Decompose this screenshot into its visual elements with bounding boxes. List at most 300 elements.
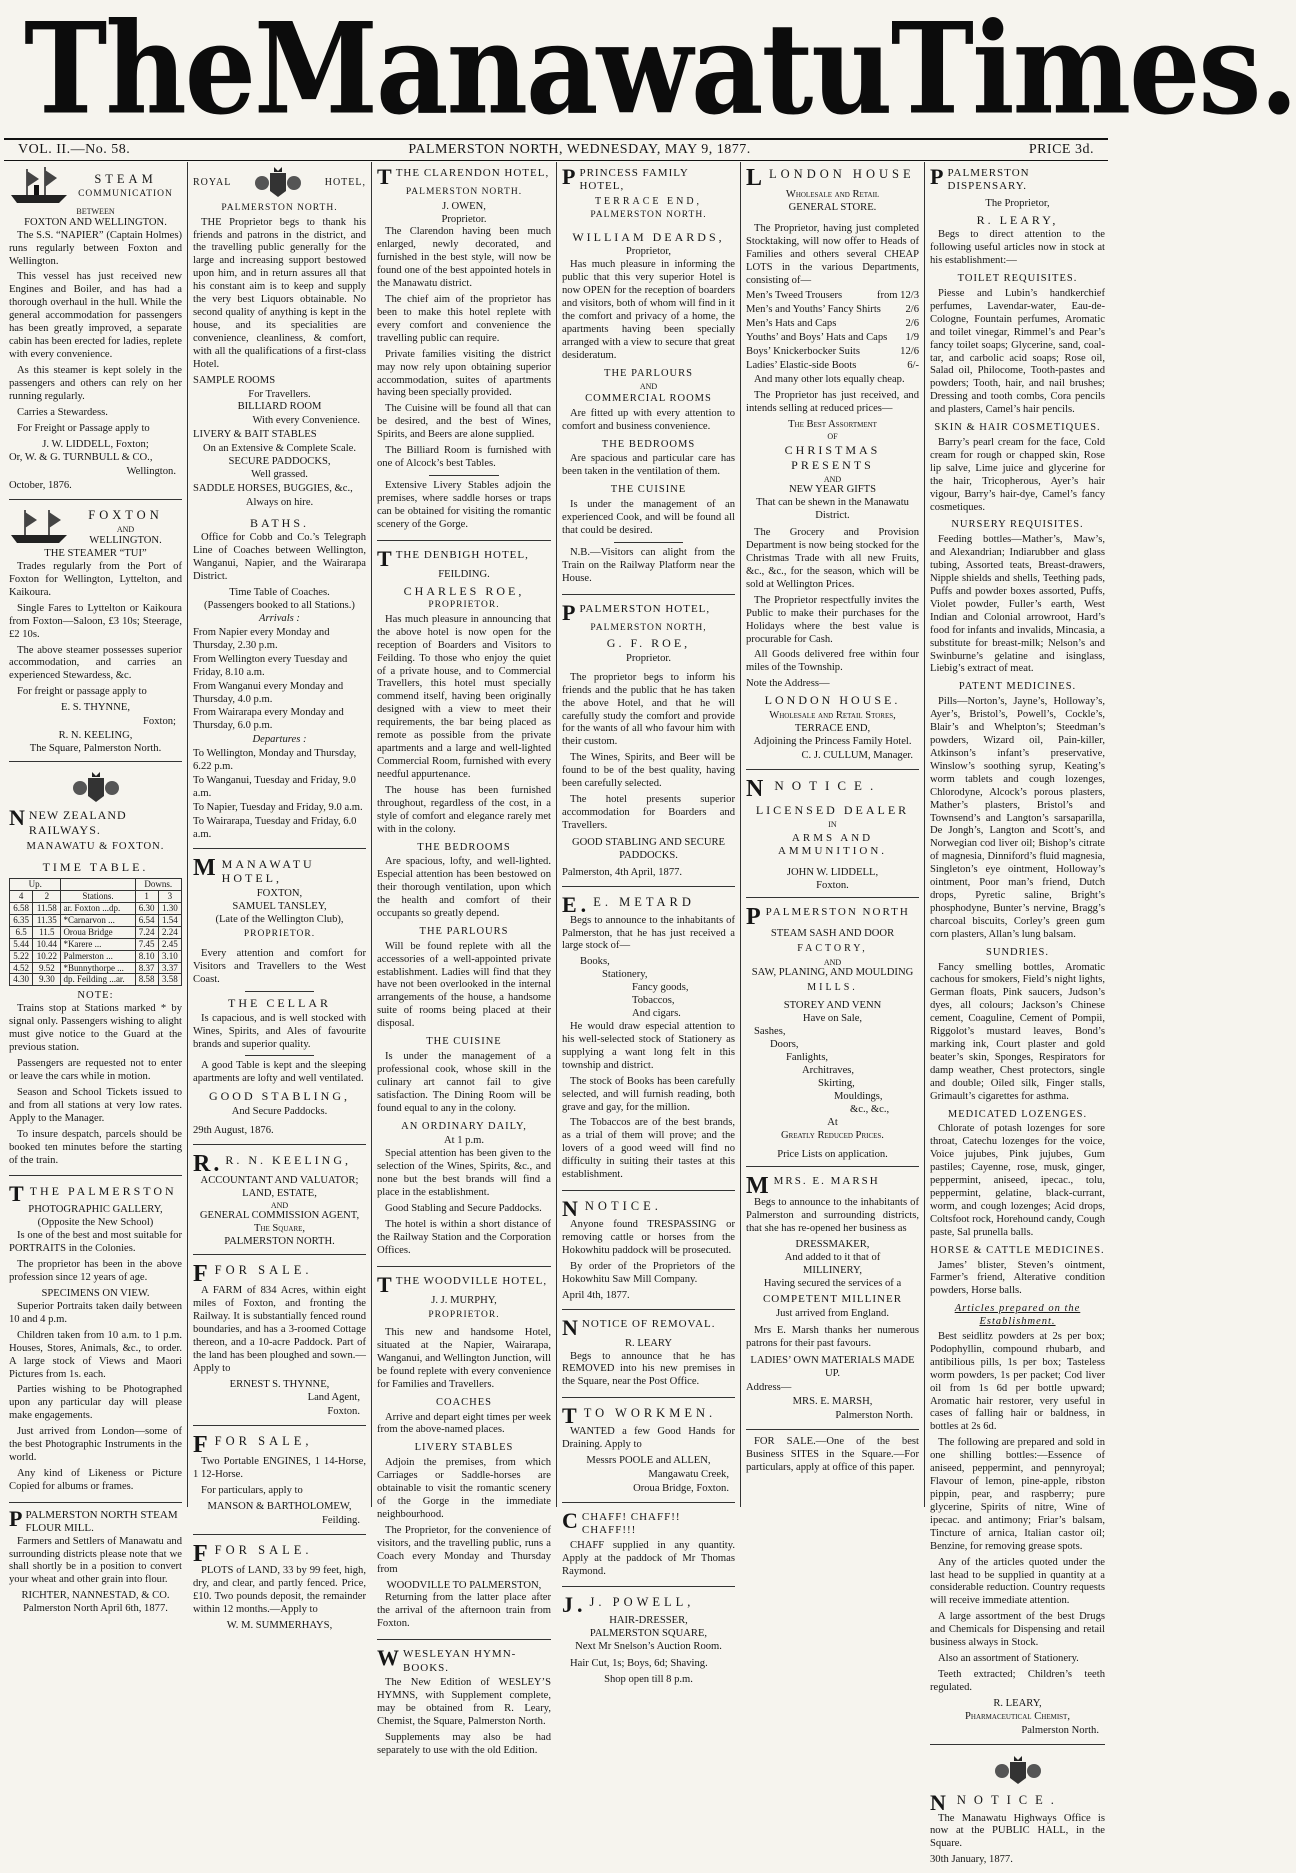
woodville-coach: COACHES [435, 1396, 492, 1408]
marsh-addr2: MRS. E. MARSH, [792, 1395, 873, 1407]
palhotel-stab2: PADDOCKS. [619, 849, 678, 861]
london-addr4: TERRACE END, [794, 722, 871, 734]
place-date: PALMERSTON NORTH, WEDNESDAY, MAY 9, 1877. [408, 142, 751, 157]
steam-p5: For Freight or Passage apply to [17, 422, 150, 434]
metard-i2: Stationery, [602, 969, 648, 981]
sale1-ad: FFOR SALE. A FARM of 834 Acres, within eight miles of Foxton, and fronting the Railway. It is substantially fenced round boundaries, and has a 3-roomed Cottage thereon, and a 10-acre Paddock. Part of the land has been ploughed and sown.—Apply to ERNEST S. THYNNE, Land Agent, Foxton. [193, 1258, 366, 1426]
steam-agent1: J. W. LIDDELL, Foxton; [42, 438, 149, 450]
palhotel-stab: GOOD STABLING AND SECURE [571, 836, 726, 848]
trespass-p2: By order of the Proprietors of the Hokowhitu Saw Mill Company. [562, 1260, 735, 1285]
powell-l3: Next Mr Snelson’s Auction Room. [575, 1641, 722, 1653]
timetable-cell: 4.52 [10, 962, 33, 974]
london-p7: All Goods delivered free within four miles of the Township. [746, 649, 919, 674]
timetable-cell: 3.10 [158, 950, 181, 962]
disp-s6: MEDICATED LOZENGES. [947, 1108, 1088, 1120]
site-sale-p1: FOR SALE.—One of the best Business SITES in the Square.—For particulars, apply at office of this paper. [746, 1435, 919, 1473]
disp-title: PALMERSTON DISPENSARY. [947, 167, 1030, 193]
timetable-row [10, 914, 182, 926]
list-item-price: 2/6 [905, 318, 919, 330]
list-item-price: 1/9 [905, 332, 919, 344]
clarendon-p6: Extensive Livery Stables adjoin the premises, where saddle horses or traps can be obtained for visiting the romantic scenery of the Gorge. [377, 480, 551, 530]
sale2-sign2: Feilding. [322, 1515, 360, 1527]
sale1-sign: ERNEST S. THYNNE, [229, 1378, 330, 1390]
sash-factory-ad: PPALMERSTON NORTH STEAM SASH AND DOOR FACTORY, AND SAW, PLANING, AND MOULDING MILLS. STOREY AND VENN Have on Sale, Sashes, Doors, Fanlights, Architraves, Skirting, Mouldings, &c., &c., At Greatly Reduced Prices. Price Lists on application. [746, 901, 919, 1167]
sash-at: At [827, 1116, 838, 1128]
photo-sub: PHOTOGRAPHIC GALLERY, [28, 1204, 163, 1216]
rail-sub: MANAWATU & FOXTON. [26, 841, 165, 853]
princess-title: PRINCESS FAMILY HOTEL, [579, 167, 689, 193]
sale2-p1: Two Portable ENGINES, 1 14-Horse, 1 12-Horse. [193, 1456, 366, 1481]
column-5 [741, 162, 925, 1507]
column-1 [4, 162, 188, 1615]
sash-firm: STOREY AND VENN [783, 1000, 882, 1012]
dealer-prop: JOHN W. LIDDELL, [786, 866, 879, 878]
royal-crest-icon [990, 1754, 1046, 1788]
woodville-p3: Adjoin the premises, from which Carriages or Saddle-horses are obtainable to visit the romantic scenery of the Gorge in the immediate neighbourhood. [377, 1457, 551, 1520]
london-ny: NEW YEAR GIFTS [788, 484, 877, 496]
manawatu-stab: GOOD STABLING, [208, 1089, 351, 1104]
dispensary-ad: PPALMERSTON DISPENSARY. The Proprietor, R. LEARY, Begs to direct attention to the following useful articles now in stock at his establishment:— TOILET REQUISITES. Piesse and Lubin’s handkerchief perfumes, Lavendar-water, Eau-de-Cologne, Fountain perfumes, Aromatic and toilet vinegar, Rimmel’s and Pear’s fancy toilet soaps; Glycerine, sand, coal-tar, and carbolic acid soaps; Rose oil, Salad oil, Philocome, Tooth-pastes and powders; Tooth, hair, and nail brushes; Dressing and tooth combs, Cora pencils and plasters, Camel’s hair pencils. SKIN & HAIR COSMETIQUES. Barry’s pearl cream for the face, Cold cream for rough or chapped skin, Rose lip salve, Lime juice and glycerine for the hair, Tricopherous, Ayer’s hair vigour, Barry’s hair-dye, Camel’s fancy cosmetiques. NURSERY REQUISITES. Feeding bottles—Mather’s, Maw’s, and Alexandrian; Indiarubber and glass tubing, Assorted teats, Breast-drawers, Nipple shields and shells, Teething pads, Puffs and powder boxes assorted, Puffs, Violet powder, Fuller’s earth, West Indian and Colonial arrowroot, Hard’s food for infants and invalids, Mincasia, a substitute for breast-milk; Nelson’s and Swinburne’s gelatine and isinglass, Liebig’s extract of meat. PATENT MEDICINES. Pills—Norton’s, Jayne’s, Holloway’s, Ayer’s, Bristol’s, Powell’s, Cockle’s, Blair’s and Whelpton’s; Steedman’s powders, Wizard oil, Pain-killer, Atkinson’s infant’s preservative, Winslow’s soothing syrup, Keating’s worm tablets and cough lozenges, Chlorodyne, Alcock’s porous plasters, Mather’s plasters, Bristol’s and Townsend’s and Langton’s sarsaparilla, De Jongh’s, Langton and Scott’s, and Norwegian cod liver oil; Bishop’s citrate of magnesia, Dinniford’s fluid magnesia, Singleton’s eye ointment, Holloway’s ointment, Poor man’s friend, Dutch drops, Pyretic saline, Bright’s phosphodyne, Bunter’s nervine, Bragg’s charcoal biscuits, Corley’s green gum corn plasters, Allan’s lung balsam. SUNDRIES. Fancy smelling bottles, Aromatic cachous for smokers, Field’s night lights, German floats, Pink saucers, Judson’s dyes, all colours; Jackson’s Chinese cement, Coaguline, Cement of Pompii, Riggolot’s mustard leaves, Bond’s marking ink, Court plaster and gold beater’s skin, Sponges, Respirators for damp weather, Chest protectors, single and double; Oiled silk, Finger stalls, Grimault’s cigarettes for asthma. MEDICATED LOZENGES. Chlorate of potash lozenges for sore throat, Catechu lozenges for the voice, Voice jujubes, Pink jujubes, Gum pastiles; Cayenne, rose, musk, ginger, peppermint, aniseed, ipecac., tolu, peppermint, gelatine, black-currant, worm, and cough lozenges; Acid drops, Coltsfoot rock, Horehound candy, Cough paste, Sal prunella balls. HORSE & CATTLE MEDICINES. James’ blister, Steven’s ointment, Farmer’s friend, Alterative condition powders, Horse balls. Articles prepared on the Establishment. Best seidlitz powders at 2s per box; Podophyllin, compound rhubarb, and antibilious pills, 1s per box; Tasteless worm powders, 1s per packet; Cod liver oil from 1s 6d per bottle upward; Aromatic hair restorer, very useful in cases of falling hair or baldness, in bottles at 2s 6d. The following are prepared and sold in one shilling bottles:—Essence of aniseed, peppermint, and pennyroyal; Flavour of lemon, pine-apple, ribston pippin, pear, and raspberry; pure glycerine, Spirits of nitre, Wine of ipecac. and antimony; Friar’s balsam, Tincture of arnica, Italian castor oil; Benzine, for removing grease spots. Any of the articles quoted under the last head to be supplied in quantity at a considerable reduction. Country requests will receive immediate attention. A large assortment of the best Drugs and Chemicals for Dispensing and retail business always in Stock. Also an assortment of Stationery. Teeth extracted; Children’s teeth regulated. R. LEARY, Pharmaceutical Chemist, Palmerston North. [930, 162, 1105, 1745]
powell-ad: J. J. POWELL, HAIR-DRESSER, PALMERSTON SQUARE, Next Mr Snelson’s Auction Room. Hair Cut, 1s; Boys, 6d; Shaving. Shop open till 8 p.m. [562, 1590, 735, 1692]
manawatu-p2: Is capacious, and is well stocked with Wines, Spirits, and Ales of favourite brands and superior quality. [193, 1012, 366, 1050]
royal-d3: To Napier, Tuesday and Friday, 9.0 a.m. [193, 801, 363, 813]
steam-date: October, 1876. [9, 480, 72, 492]
foxton-agent2: R. N. KEELING, [58, 730, 133, 742]
photo-p6: Just arrived from London—some of the best Photographic Instruments in the world. [9, 1426, 182, 1464]
list-item: Fanlights, [786, 1052, 829, 1064]
london-p3: The Proprietor has just received, and intends selling at reduced prices— [746, 389, 919, 414]
woodville-p4: The Proprietor, for the convenience of visitors, and the travelling public, runs a Coach every Monday and Thursday from [377, 1524, 551, 1575]
trespass-notice-ad: NNOTICE. Anyone found TRESPASSING or removing cattle or horses from the Hokowhitu paddock will be prosecuted. By order of the Proprietors of the Hokowhitu Saw Mill Company. April 4th, 1877. [562, 1194, 735, 1310]
timetable-cell: 10.44 [33, 938, 61, 950]
princess-place2: PALMERSTON NORTH. [590, 210, 707, 220]
sale2-sign: MANSON & BARTHOLOMEW, [207, 1501, 352, 1513]
timetable-cell: 11.5 [33, 926, 61, 938]
princess-parl: THE PARLOURS [604, 367, 693, 379]
steam-between: BETWEEN [76, 207, 115, 216]
royal-billiard: BILLIARD ROOM [237, 401, 322, 413]
sash-l2: FACTORY, [797, 943, 868, 955]
palhotel-role: Proprietor. [625, 652, 672, 664]
foxton-agent1: E. S. THYNNE, [61, 702, 130, 714]
royal-billiard2: With every Convenience. [252, 415, 360, 427]
hymn-title: WESLEYAN HYMN-BOOKS. [403, 1648, 517, 1674]
timetable-cell: *Karere ... [61, 938, 135, 950]
timetable-cell: 8.10 [135, 950, 158, 962]
london-p6: The Proprietor respectfully invites the Public to make their purchases for the Holidays where the best value is procurable for Cash. [746, 594, 919, 645]
woodville-prop: J. J. MURPHY, [431, 1294, 497, 1306]
london-p2: And many other lots equally cheap. [754, 373, 905, 385]
mill-date: Palmerston North April 6th, 1877. [23, 1603, 168, 1615]
royal-hotel-ad [193, 162, 366, 849]
timetable-cell: 11.58 [33, 902, 61, 914]
sash-title: PALMERSTON NORTH [765, 906, 910, 919]
chaff-title: CHAFF! CHAFF!! CHAFF!!! [581, 1510, 681, 1537]
sash-l5: MILLS. [807, 982, 858, 994]
sale3-title: FOR SALE. [214, 1542, 313, 1557]
timetable-cell: 6.30 [135, 902, 158, 914]
sash-l4: SAW, PLANING, AND MOULDING [751, 967, 914, 979]
list-item: Mouldings, [834, 1090, 883, 1102]
london-item-list [746, 290, 919, 373]
mill-title: PALMERSTON NORTH STEAM FLOUR MILL. [25, 1508, 178, 1535]
clarendon-title: THE CLARENDON HOTEL, [395, 167, 550, 179]
workmen-ad: TTO WORKMEN. WANTED a few Good Hands for Draining. Apply to Messrs POOLE and ALLEN, Mangawatu Creek, Oroua Bridge, Foxton. [562, 1401, 735, 1503]
list-item-label: Boys’ Knickerbocker Suits [746, 346, 860, 358]
photo-opp: (Opposite the New School) [37, 1217, 154, 1229]
london-sign: C. J. CULLUM, Manager. [801, 749, 913, 761]
disp-s4: PATENT MEDICINES. [958, 681, 1077, 693]
london-of: OF [827, 431, 838, 441]
manawatu-stab2: And Secure Paddocks. [231, 1105, 328, 1117]
sale3-ad: FFOR SALE. PLOTS of LAND, 33 by 99 feet, high, dry, and clear, and partly fenced. Price, £10. Two pounds deposit, the remainder within 12 months.—Apply to W. M. SUMMERHAYS, [193, 1540, 366, 1631]
trespass-p1: Anyone found TRESPASSING or removing cattle or horses from the Hokowhitu paddock will be prosecuted. [562, 1219, 735, 1256]
timetable-cell: 7.24 [135, 926, 158, 938]
foxton-steamer: THE STEAMER “TUI” [44, 548, 147, 560]
sash-l3: AND [823, 957, 842, 967]
chaff-ad: CCHAFF! CHAFF!! CHAFF!!! CHAFF supplied in any quantity. Apply at the paddock of Mr Thomas Raymond. [562, 1506, 735, 1588]
timetable-cell: 9.30 [33, 974, 61, 986]
timetable-cell: 1.30 [158, 902, 181, 914]
marsh-ladies: LADIES’ OWN MATERIALS MADE UP. [750, 1355, 915, 1380]
manawatu-late: (Late of the Wellington Club), [215, 913, 344, 925]
tt-h2: 2 [33, 890, 61, 902]
list-item: Sashes, [754, 1026, 786, 1038]
disp-s8: Articles prepared on the Establishment. [954, 1303, 1081, 1328]
london-p5: The Grocery and Provision Department is now being stocked for the Christmas Trade with all new Fruits, &c., &c., for the season, which will be sold at Wellington Prices. [746, 527, 919, 590]
list-item: Architraves, [802, 1065, 855, 1077]
royal-a2: From Wellington every Tuesday and Friday, 8.10 a.m. [193, 653, 348, 678]
steam-p1: The S.S. “NAPIER” (Captain Holmes) runs regularly between Foxton and Wellington. [9, 229, 182, 267]
list-item-price: 2/6 [905, 304, 919, 316]
marsh-addr: Address— [746, 1381, 792, 1393]
denbigh-bed: THE BEDROOMS [417, 841, 511, 853]
woodville-route: WOODVILLE TO PALMERSTON, [386, 1579, 542, 1591]
princess-p3: Are spacious and particular care has been taken in the ventilation of them. [562, 453, 735, 478]
royal-secure: SECURE PADDOCKS, [228, 456, 331, 468]
list-item: Doors, [770, 1039, 799, 1051]
price: PRICE 3d. [1028, 142, 1094, 157]
royal-saddle: SADDLE HORSES, BUGGIES, &c., [193, 483, 353, 495]
timetable-cell: 11.35 [33, 914, 61, 926]
london-p4: That can be shewn in the Manawatu District. [756, 497, 909, 522]
list-item: Skirting, [818, 1077, 855, 1089]
royal-d2: To Wanganui, Tuesday and Friday, 9.0 a.m. [193, 775, 356, 799]
metard-ad: E. E. METARD Begs to announce to the inhabitants of Palmerston, that he has just received a large stock of— Books, Stationery, Fancy goods, Tobaccos, And cigars. He would draw especial attention to his well-selected stock of Stationery as supplying a want long felt in this township and district. The stock of Books has been carefully selected, and will furnish reading, both grave and gay, for the million. The Tobaccos are of the best brands, as a trial of them will prove; and the lovers of a good weed will find no difficulty in suiting their tastes at this establishment. [562, 890, 735, 1191]
foxton-agent1b: Foxton; [143, 716, 176, 728]
highways-notice-ad: NNOTICE. The Manawatu Highways Office is now at the PUBLIC HALL, in the Square. 30th January, 1877. [930, 1748, 1105, 1873]
denbigh-p8: The hotel is within a short distance of the Railway Station and the Corporation Offices. [377, 1218, 551, 1256]
palhotel-p1: The proprietor begs to inform his friends and the public that he has taken the above Hotel, and that he will carefully study the comfort and provide for the wants of all who favour him with their custom. [562, 671, 735, 748]
list-item-label: Youths’ and Boys’ Hats and Caps [746, 332, 888, 344]
keeling-l4: GENERAL COMMISSION AGENT, [199, 1210, 360, 1222]
princess-p4: Is under the management of an experienced Cook, and will be found all that could be desired. [562, 499, 735, 536]
timetable-cell: 5.22 [10, 950, 33, 962]
denbigh-cuis: THE CUISINE [426, 1036, 502, 1048]
palhotel-title: PALMERSTON HOTEL, [579, 602, 711, 615]
palhotel-p3: The hotel presents superior accommodation for Boarders and Travellers. [562, 794, 735, 831]
list-item-price: 6/- [907, 360, 919, 372]
princess-place: TERRACE END, [594, 195, 703, 207]
workmen-s1: Messrs POOLE and ALLEN, [586, 1455, 711, 1467]
sale2-title: FOR SALE, [214, 1434, 313, 1449]
steam-agent2b: Wellington. [126, 466, 176, 478]
denbigh-p4: Will be found replete with all the accessories of a well-appointed private establishment. Ladies will find that they have not been overlooked in the internal arrangements of the house, a handsome suite of rooms being placed at their disposal. [377, 940, 551, 1030]
rail-timetable [9, 878, 182, 987]
marsh-mill: MILLINERY, [803, 1265, 862, 1277]
masthead-word-the: The [24, 0, 255, 143]
royal-tt: Time Table of Coaches. [229, 587, 330, 599]
list-item-label: Ladies’ Elastic-side Boots [746, 360, 857, 372]
timetable-cell: 2.24 [158, 926, 181, 938]
royal-sample: SAMPLE ROOMS [193, 374, 276, 386]
column-4 [557, 162, 741, 1686]
tt-up: Up. [10, 878, 61, 890]
denbigh-p3: Are spacious, lofty, and well-lighted. Especial attention has been bestowed on their thorough ventilation, upon which the health and comfort of their occupants so greatly depend. [377, 856, 551, 919]
princess-prop: WILLIAM DEARDS, [572, 229, 725, 244]
disp-t8: Best seidlitz powders at 2s per box; Podophyllin, compound rhubarb, and antibilious pills, 1s per box; Tasteless worm powders, 1s per packet; Cod liver oil from 1s 6d per bottle upward; Aromatic hair restorer, very useful in cases of falling hair or baldness, in bottles at 2s 6d. [930, 1330, 1105, 1433]
timetable-cell: *Carnarvon ... [61, 914, 135, 926]
royal-title1: ROYAL [193, 176, 232, 188]
sale1-sign3: Foxton. [327, 1406, 360, 1418]
hymn-p2: Supplements may also be had separately to use with the old Edition. [377, 1731, 551, 1756]
disp-prop: The Proprietor, [985, 197, 1050, 209]
steamship-icon [9, 507, 69, 547]
royal-title2: HOTEL, [324, 176, 366, 188]
rail-timetable-title: TIME TABLE. [42, 860, 149, 875]
london-addr2: LONDON HOUSE. [764, 693, 901, 708]
metard-p1: Begs to announce to the inhabitants of Palmerston, that he has just received a large stock of— [562, 914, 735, 952]
mill-sign: RICHTER, NANNESTAD, & CO. [21, 1590, 170, 1602]
photo-p2: The proprietor has been in the above profession since 12 years of age. [9, 1259, 182, 1284]
disp-s7: HORSE & CATTLE MEDICINES. [930, 1244, 1105, 1256]
denbigh-role: PROPRIETOR. [428, 600, 500, 611]
workmen-s2: Mangawatu Creek, [648, 1469, 729, 1481]
denbigh-daily: AN ORDINARY DAILY, [401, 1120, 527, 1132]
rail-title: NEW ZEALAND RAILWAYS. [28, 807, 127, 837]
manawatu-hotel-ad: MMANAWATU HOTEL, FOXTON, SAMUEL TANSLEY, (Late of the Wellington Club), PROPRIETOR. Every attention and comfort for Visitors and Travellers to the West Coast. THE CELLAR Is capacious, and is well stocked with Wines, Spirits, and Ales of favourite brands and superior quality. A good Table is kept and the sleeping apartments are lofty and well ventilated. GOOD STABLING, And Secure Paddocks. 29th August, 1876. [193, 852, 366, 1145]
marsh-title: MRS. E. MARSH [773, 1175, 880, 1188]
metard-p3: The stock of Books has been carefully selected, and will furnish reading, both grave and gay, for the million. [562, 1075, 735, 1113]
list-item [746, 318, 919, 331]
tt-down: Downs. [135, 878, 181, 890]
london-p1: The Proprietor, having just completed Stocktaking, will now offer to Heads of Families and others several CHEAP LOTS in the various Departments, consisting of— [746, 222, 919, 286]
timetable-cell: 9.52 [33, 962, 61, 974]
timetable-cell: 3.37 [158, 962, 181, 974]
marsh-dress: DRESSMAKER, [795, 1239, 870, 1251]
palhotel-date: Palmerston, 4th April, 1877. [562, 866, 683, 878]
foxton-and: AND [116, 525, 135, 535]
timetable-cell: *Bunnythorpe ... [61, 962, 135, 974]
metard-p2: He would draw especial attention to his well-selected stock of Stationery as supplying a want long felt in this township and district. [562, 1020, 735, 1071]
workmen-p1: WANTED a few Good Hands for Draining. Apply to [562, 1426, 735, 1451]
marsh-added: And added to it that of [784, 1252, 881, 1264]
steam-p3: As this steamer is kept solely in the passengers and others can rely on her running regularly. [9, 364, 182, 402]
denbigh-p6: Special attention has been given to the selection of the Wines, Spirits, &c., and none but the best brands will find a place in the establishment. [377, 1148, 551, 1199]
clarendon-prop: J. OWEN, [442, 200, 486, 212]
foxton-p1: Trades regularly from the Port of Foxton for Wellington, Lyttelton, and Kaikoura. [9, 561, 182, 598]
disp-s2: SKIN & HAIR COSMETIQUES. [934, 422, 1101, 434]
list-item [746, 304, 919, 317]
timetable-cell: ar. Foxton ...dp. [61, 902, 135, 914]
list-item [746, 290, 919, 303]
london-sub2: GENERAL STORE. [788, 201, 877, 213]
steam-p2: This vessel has just received new Engines and Boiler, and has had a thorough overhaul in the hull. While the general accommodation for passengers has been greatly improved, a separate cabin has been erected for ladies, replete with every convenience. [9, 271, 182, 360]
timetable-cell: 3.58 [158, 974, 181, 986]
disp-s3: NURSERY REQUISITES. [951, 519, 1084, 531]
metard-i4: Tobaccos, [632, 995, 675, 1007]
clarendon-p5: The Billiard Room is furnished with one of Alcock’s best Tables. [377, 445, 551, 470]
column-6 [925, 162, 1110, 1866]
manawatu-prop: SAMUEL TANSLEY, [232, 900, 327, 912]
royal-d4: To Wairarapa, Tuesday and Friday, 6.0 a.m. [193, 815, 357, 840]
london-best: The Best Assortment [788, 418, 877, 430]
disp-sign: R. LEARY, [993, 1697, 1042, 1709]
dealer-title: NOTICE. [774, 777, 882, 793]
masthead-word-manawatu: Manawatu [254, 0, 891, 143]
rail-n4: To insure despatch, parcels should be booked ten minutes before the starting of the train. [9, 1128, 182, 1166]
dealer-l3: ARMS AND AMMUNITION. [777, 831, 888, 858]
marsh-addr3: Palmerston North. [835, 1409, 913, 1421]
photo-p4: Children taken from 10 a.m. to 1 p.m. Houses, Stores, Animals, &c., to order. A large stock of Views and Maori Pictures from 1s. each. [9, 1329, 182, 1380]
clarendon-hotel-ad: TTHE CLARENDON HOTEL, PALMERSTON NORTH. J. OWEN, Proprietor. The Clarendon having been much enlarged, newly decorated, and furnished in the best style, will now be found one of the best appointed hotels in the Manawatu district. The chief aim of the proprietor has been to make this hotel replete with every comfort and convenience the travelling public can require. Private families visiting the district may now rely upon obtaining superior accommodation, suites of apartments having been specially provided. The Cuisine will be found all that can be desired, and the best of Wines, Spirits, and Beers are alone supplied. The Billiard Room is furnished with one of Alcock’s best Tables. Extensive Livery Stables adjoin the premises, where saddle horses or traps can be obtained for visiting the romantic scenery of the Gorge. [377, 162, 551, 541]
metard-title: E. METARD [593, 894, 695, 909]
sash-have: Have on Sale, [802, 1013, 863, 1025]
photo-spec: SPECIMENS ON VIEW. [41, 1287, 150, 1299]
timetable-cell: 1.54 [158, 914, 181, 926]
workmen-s3: Oroua Bridge, Foxton. [633, 1482, 729, 1494]
timetable-row [10, 962, 182, 974]
trespass-title: NOTICE. [584, 1199, 662, 1214]
royal-p1: THE Proprietor begs to thank his friends and patrons in the district, and the travelling public generally for the large and increasing support bestowed upon him, and in return assures all that his constant aim is to keep and supply the very best Liquors obtainable. No second quality of anything is kept in the house, and its specialities are convenience, cleanliness, & comfort, with all the qualifications of a first-class Hotel. [193, 216, 366, 370]
sale2-p2: For particulars, apply to [201, 1485, 303, 1497]
business-site-sale-ad [746, 1433, 919, 1483]
clarendon-p3: Private families visiting the district may now rely upon obtaining superior accommodation, suites of apartments having been specially provided. [377, 348, 551, 399]
keeling-l6: PALMERSTON NORTH. [224, 1236, 335, 1248]
royal-place: PALMERSTON NORTH. [221, 203, 338, 213]
disp-t7: James’ blister, Steven’s ointment, Farmer’s friend, Alterative condition powders, Horse balls. [930, 1259, 1105, 1297]
london-and: AND [823, 474, 842, 484]
royal-arrivals: Arrivals : [259, 613, 300, 625]
royal-livery2: On an Extensive & Complete Scale. [203, 443, 356, 455]
volume-number: VOL. II.—No. 58. [18, 142, 131, 157]
highways-date: 30th January, 1877. [930, 1854, 1013, 1866]
tt-h1: 4 [10, 890, 33, 902]
masthead-word-times: Times. [890, 0, 1296, 143]
royal-sample2: For Travellers. [248, 388, 311, 400]
disp-t2: Barry’s pearl cream for the face, Cold cream for rough or chapped skin, Rose lip salve, Lime juice and glycerine for the hair, Tricopherous, Ayer’s hair vigour, Barry’s hair-dye, Camel’s fancy cosmetiques. [930, 436, 1105, 513]
foxton-p3: The above steamer possesses superior accommodation, and carries an experienced Stewardess, &c. [9, 644, 182, 682]
royal-tt2: (Passengers booked to all Stations.) [204, 600, 355, 612]
powell-l2: PALMERSTON SQUARE, [589, 1628, 708, 1640]
princess-and: AND [639, 382, 658, 392]
princess-comm: COMMERCIAL ROOMS [585, 393, 712, 405]
foxton-title2: WELLINGTON. [89, 535, 162, 547]
denbigh-title: THE DENBIGH HOTEL, [395, 548, 529, 561]
sash-l1: STEAM SASH AND DOOR [770, 928, 895, 940]
column-3 [372, 162, 557, 1756]
keeling-l2: LAND, ESTATE, [242, 1187, 317, 1199]
keeling-l1: ACCOUNTANT AND VALUATOR; [200, 1174, 359, 1186]
manawatu-date: 29th August, 1876. [193, 1124, 274, 1136]
woodville-title: THE WOODVILLE HOTEL, [395, 1274, 548, 1287]
foxton-p4: For freight or passage apply to [17, 686, 147, 698]
princess-p2: Are fitted up with every attention to comfort and business convenience. [562, 407, 735, 432]
tt-h3: 1 [135, 890, 158, 902]
london-addr: Note the Address— [746, 678, 830, 690]
marsh-secured: Having secured the services of a [763, 1278, 902, 1290]
flour-mill-ad: PPALMERSTON NORTH STEAM FLOUR MILL. Farmers and Settlers of Manawatu and surrounding districts please note that we shall shortly be in a position to convert your wheat and other grain into flour. RICHTER, NANNESTAD, & CO. Palmerston North April 6th, 1877. [9, 1505, 182, 1615]
disp-t9: The following are prepared and sold in one shilling bottles:—Essence of aniseed, peppermint, and pennyroyal; Flavour of lemon, pine-apple, ribston pippin, pear, and raspberry; pure glycerine, Spirits of nitre, Wine of ipecac. and antimony; Friar’s balsam, Tincture of arnica, Italian castor oil; Benzine, for removing grease spots. [930, 1437, 1105, 1552]
disp-p1: Begs to direct attention to the following useful articles now in stock at his establishment:— [930, 229, 1105, 267]
removal-title: NOTICE OF REMOVAL. [581, 1317, 716, 1330]
royal-saddle2: Always on hire. [245, 496, 314, 508]
denbigh-daily2: At 1 p.m. [443, 1135, 485, 1147]
dealer-l1: LICENSED DEALER [755, 803, 910, 818]
princess-hotel-ad: PPRINCESS FAMILY HOTEL, TERRACE END, PALMERSTON NORTH. WILLIAM DEARDS, Proprietor, Has much pleasure in informing the public that this very superior Hotel is now OPEN for the reception of boarders and visitors, both of whom will find in it the comfort and privacy of a home, the apartments having been specially arranged with a view to secure that great desideratum. THE PARLOURS AND COMMERCIAL ROOMS Are fitted up with every attention to comfort and business convenience. THE BEDROOMS Are spacious and particular care has been taken in the ventilation of them. THE CUISINE Is under the management of an experienced Cook, and will be found all that could be desired. N.B.—Visitors can alight from the Train on the Railway Platform near the House. [562, 162, 735, 595]
photo-p3: Superior Portraits taken daily between 10 and 4 p.m. [9, 1300, 182, 1325]
princess-p5: N.B.—Visitors can alight from the Train on the Railway Platform near the House. [562, 546, 735, 584]
princess-role: Proprietor, [625, 246, 672, 258]
removal-notice-ad: NNOTICE OF REMOVAL. R. LEARY Begs to announce that he has REMOVED into his new premises in the Square, near the Post Office. [562, 1313, 735, 1399]
disp-s1: TOILET REQUISITES. [957, 273, 1078, 285]
sale1-p1: A FARM of 834 Acres, within eight miles of Foxton, and fronting the Railway. It is substantially fenced round boundaries, and has a 3-roomed Cottage thereon, and a 10-acre Paddock. Part of the land has been ploughed and sown.—Apply to [193, 1285, 366, 1374]
dateline [4, 138, 1108, 161]
list-item-label: Men’s Hats and Caps [746, 318, 837, 330]
list-item [746, 332, 919, 345]
photo-p1: Is one of the best and most suitable for PORTRAITS in the Colonies. [9, 1230, 182, 1255]
london-addr5: Adjoining the Princess Family Hotel. [753, 735, 912, 747]
list-item [746, 360, 919, 373]
chaff-p1: CHAFF supplied in any quantity. Apply at the paddock of Mr Thomas Raymond. [562, 1539, 735, 1577]
sash-red: Greatly Reduced Prices. [781, 1129, 884, 1141]
keeling-l5: The Square, [253, 1223, 306, 1235]
denbigh-prop: CHARLES ROE, [403, 583, 525, 598]
rail-n3: Season and School Tickets issued to and from all stations at very low rates. Apply to the Manager. [9, 1086, 182, 1124]
royal-secure2: Well grassed. [251, 469, 308, 481]
royal-a3: From Wanganui every Monday and Thursday, 4.0 p.m. [193, 680, 344, 705]
photo-gallery-ad: TTHE PALMERSTON PHOTOGRAPHIC GALLERY, (Opposite the New School) Is one of the best and most suitable for PORTRAITS in the Colonies. The proprietor has been in the above profession since 12 years of age. SPECIMENS ON VIEW. Superior Portraits taken daily between 10 and 4 p.m. Children taken from 10 a.m. to 1 p.m. Houses, Stores, Animals, &c., to order. A large stock of Views and Maori Pictures from 1s. each. Parties wishing to be Photographed upon any particular day will please make engagements. Just arrived from London—some of the best Photographic Instruments in the world. Any kind of Likeness or Picture Copied for albums or frames. [9, 1179, 182, 1502]
marsh-ad: MMRS. E. MARSH Begs to announce to the inhabitants of Palmerston and surrounding districts, that she has re-opened her business as DRESSMAKER, And added to it that of MILLINERY, Having secured the services of a COMPETENT MILLINER Just arrived from England. Mrs E. Marsh thanks her numerous patrons for their past favours. LADIES’ OWN MATERIALS MADE UP. Address— MRS. E. MARSH, Palmerston North. [746, 1170, 919, 1429]
list-item: &c., &c., [850, 1103, 890, 1115]
tt-stations: Stations. [61, 890, 135, 902]
clarendon-p2: The chief aim of the proprietor has been to make this hotel replete with every comfort and convenience the travelling public can require. [377, 294, 551, 344]
disp-t10: Any of the articles quoted under the last head to be supplied in quantity at a considerable reduction. Country requests will receive immediate attention. [930, 1556, 1105, 1607]
timetable-row [10, 950, 182, 962]
disp-t1: Piesse and Lubin’s handkerchief perfumes, Lavendar-water, Eau-de-Cologne, Fountain perfumes, Aromatic and toilet vinegar, Rimmel’s and Pear’s fancy toilet soaps; Glycerine, sand, coal-tar, and carbolic acid soaps; Rose oil, Salad oil, Philocome, Tooth-pastes and powders; Tooth, hair, and nail brushes; Dressing and tooth combs, Cora pencils and plasters, Camel’s hair pencils. [930, 287, 1105, 416]
denbigh-p2: The house has been furnished throughout, regardless of the cost, in a style of comfort and elegance rarely met with in the colony. [377, 784, 551, 835]
marsh-p2: Mrs E. Marsh thanks her numerous patrons for their past favours. [746, 1325, 919, 1350]
palhotel-prop: G. F. ROE, [606, 636, 691, 651]
timetable-cell: 7.45 [135, 938, 158, 950]
royal-d1: To Wellington, Monday and Thursday, 6.22 p.m. [193, 748, 357, 773]
sale2-ad: FFOR SALE, Two Portable ENGINES, 1 14-Horse, 1 12-Horse. For particulars, apply to MANSON & BARTHOLOMEW, Feilding. [193, 1429, 366, 1535]
timetable-cell: 10.22 [33, 950, 61, 962]
princess-cuis: THE CUISINE [610, 484, 687, 496]
london-house-ad: LLONDON HOUSE Wholesale and Retail GENERAL STORE. The Proprietor, having just completed Stocktaking, will now offer to Heads of Families and others several CHEAP LOTS in the various Departments, consisting of— Men’s Tweed Trousers from 12/3 Men’s and Youths’ Fancy Shirts 2/6 Men’s Hats and Caps 2/6 Youths’ and Boys’ Hats and Caps 1/9 Boys’ Knickerbocker Suits 12/6 Ladies’ Elastic-side Boots 6/- And many other lots equally cheap. The Proprietor has just received, and intends selling at reduced prices— The Best Assortment OF CHRISTMAS PRESENTS AND NEW YEAR GIFTS That can be shewn in the Manawatu District. The Grocery and Provision Department is now being stocked for the Christmas Trade with all new Fruits, &c., &c., for the season, which will be sold at Wellington Prices. The Proprietor respectfully invites the Public to make their purchases for the Holidays where the best value is procurable for Cash. All Goods delivered free within four miles of the Township. Note the Address— LONDON HOUSE. Wholesale and Retail Stores, TERRACE END, Adjoining the Princess Family Hotel. C. J. CULLUM, Manager. [746, 162, 919, 770]
steam-p4: Carries a Stewardess. [17, 406, 108, 418]
denbigh-p5: Is under the management of a professional cook, whose skill in the culinary art cannot fail to give satisfaction. The Dining Room will be found equal to any in the colony. [377, 1050, 551, 1114]
highways-title: NOTICE. [956, 1792, 1062, 1807]
tt-h4: 3 [158, 890, 181, 902]
rail-n1: Trains stop at Stations marked * by signal only. Passengers wishing to alight must give notice to the Guard at the previous station. [9, 1003, 182, 1054]
manawatu-p3: A good Table is kept and the sleeping apartments are lofty and well ventilated. [193, 1060, 366, 1085]
sale3-p1: PLOTS of LAND, 33 by 99 feet, high, dry, and clear, and partly fenced. Price, £10. Two pounds deposit, the remainder within 12 months.—Apply to [193, 1564, 366, 1615]
denbigh-p7: Good Stabling and Secure Paddocks. [385, 1202, 542, 1214]
clarendon-place: PALMERSTON NORTH. [405, 187, 523, 197]
palmerston-hotel-ad: PPALMERSTON HOTEL, PALMERSTON NORTH, G. F. ROE, Proprietor. The proprietor begs to inform his friends and the public that he has taken the above Hotel, and that he will carefully study the comfort and provide for the wants of all who favour him with their custom. The Wines, Spirits, and Beer will be found to be of the best quality, having been carefully selected. The hotel presents superior accommodation for Boarders and Travellers. GOOD STABLING AND SECURE PADDOCKS. Palmerston, 4th April, 1877. [562, 598, 735, 887]
disp-t12: Also an assortment of Stationery. [938, 1653, 1079, 1665]
